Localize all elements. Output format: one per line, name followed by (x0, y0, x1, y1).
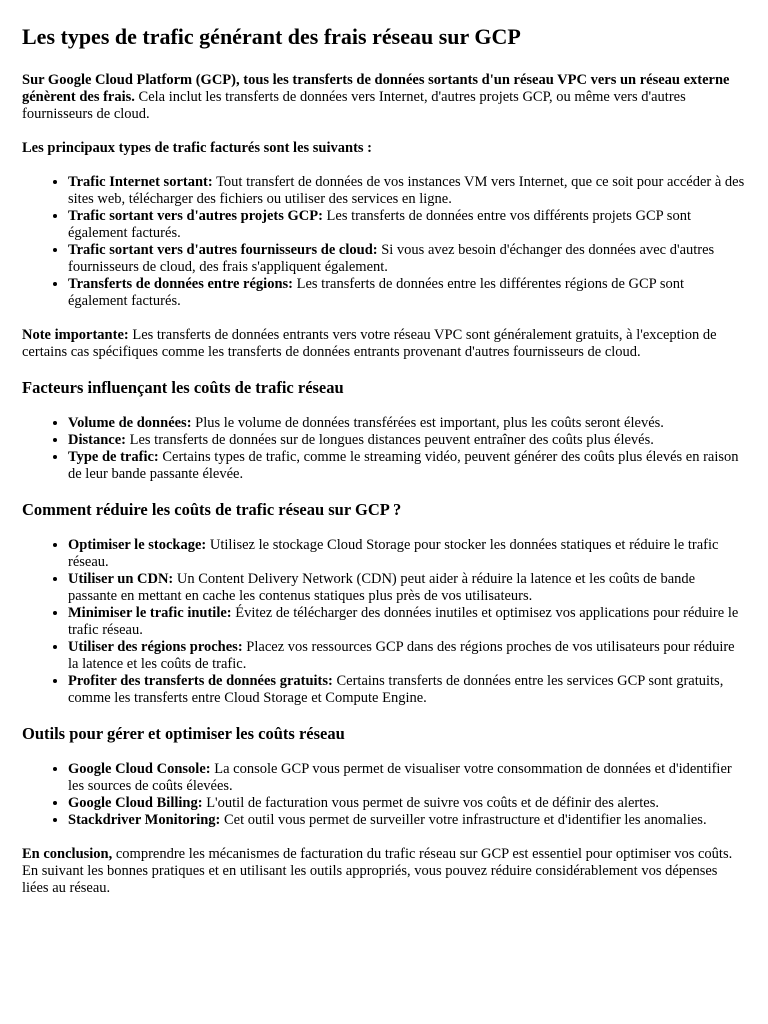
main-types-heading: Les principaux types de trafic facturés sont les suivants : (22, 140, 373, 156)
list-item: • Distance: Les transferts de données sur de longues distances peuvent entraîner des coûts plus élevés. (68, 432, 746, 449)
factors-list (22, 415, 746, 483)
tools-heading: Outils pour gérer et optimiser les coûts réseau (22, 724, 345, 743)
traffic-types-list (22, 174, 746, 310)
list-item: • Minimiser le trafic inutile: Évitez de télécharger des données inutiles et optimisez vos applications pour réduire le trafic réseau. (68, 605, 746, 639)
reduce-list (22, 537, 746, 707)
list-item: • Google Cloud Console: La console GCP vous permet de visualiser votre consommation de données et d'identifier les sources de coûts élevées. (68, 761, 746, 795)
note-paragraph: Note importante: Les transferts de données entrants vers votre réseau VPC sont généralement gratuits, à l'exception de certains cas spécifiques comme les transferts de données entrants provenant d'autres fournisseurs de cloud. (22, 327, 717, 360)
list-item: • Volume de données: Plus le volume de données transférées est important, plus les coûts seront élevés. (68, 415, 746, 432)
tools-list (22, 761, 746, 829)
reduce-heading: Comment réduire les coûts de trafic réseau sur GCP ? (22, 500, 402, 519)
intro-text: Cela inclut les transferts de données vers Internet, d'autres projets GCP, ou même vers d'autres fournisseurs de cloud. (22, 89, 686, 122)
intro-paragraph (22, 72, 746, 123)
intro-bold: Sur Google Cloud Platform (GCP), tous les transferts de données sortants d'un réseau VPC vers un réseau externe génèrent des frais. (22, 72, 730, 105)
factors-heading: Facteurs influençant les coûts de trafic réseau (22, 378, 344, 397)
list-item: • Trafic sortant vers d'autres projets GCP: Les transferts de données entre vos différents projets GCP sont également facturés. (68, 208, 746, 242)
list-item: • Utiliser des régions proches: Placez vos ressources GCP dans des régions proches de vos utilisateurs pour réduire la latence et les coûts de trafic. (68, 639, 746, 673)
list-item: • Transferts de données entre régions: Les transferts de données entre les différentes régions de GCP sont également facturés. (68, 276, 746, 310)
list-item: • Stackdriver Monitoring: Cet outil vous permet de surveiller votre infrastructure et d'identifier les anomalies. (68, 812, 746, 829)
list-item: • Profiter des transferts de données gratuits: Certains transferts de données entre les services GCP sont gratuits, comme les transferts entre Cloud Storage et Compute Engine. (68, 673, 746, 707)
list-item: • Optimiser le stockage: Utilisez le stockage Cloud Storage pour stocker les données statiques et réduire le trafic réseau. (68, 537, 746, 571)
list-item: • Type de trafic: Certains types de trafic, comme le streaming vidéo, peuvent générer des coûts plus élevés en raison de leur bande passante élevée. (68, 449, 746, 483)
list-item: • Trafic sortant vers d'autres fournisseurs de cloud: Si vous avez besoin d'échanger des données avec d'autres fournisseurs de cloud, des frais s'appliquent également. (68, 242, 746, 276)
page-title: Les types de trafic générant des frais réseau sur GCP (22, 24, 521, 49)
list-item: • Google Cloud Billing: L'outil de facturation vous permet de suivre vos coûts et de définir des alertes. (68, 795, 746, 812)
conclusion-paragraph: En conclusion, comprendre les mécanismes de facturation du trafic réseau sur GCP est essentiel pour optimiser vos coûts. En suivant les bonnes pratiques et en utilisant les outils appropriés, vous pouvez réduire considérablement vos dépenses liées au réseau. (22, 846, 733, 896)
list-item: • Utiliser un CDN: Un Content Delivery Network (CDN) peut aider à réduire la latence et les coûts de bande passante en mettant en cache les contenus statiques plus près de vos utilisateurs. (68, 571, 746, 605)
list-item: • Trafic Internet sortant: Tout transfert de données de vos instances VM vers Internet, que ce soit pour accéder à des sites web, télécharger des fichiers ou utiliser des services en ligne. (68, 174, 746, 208)
